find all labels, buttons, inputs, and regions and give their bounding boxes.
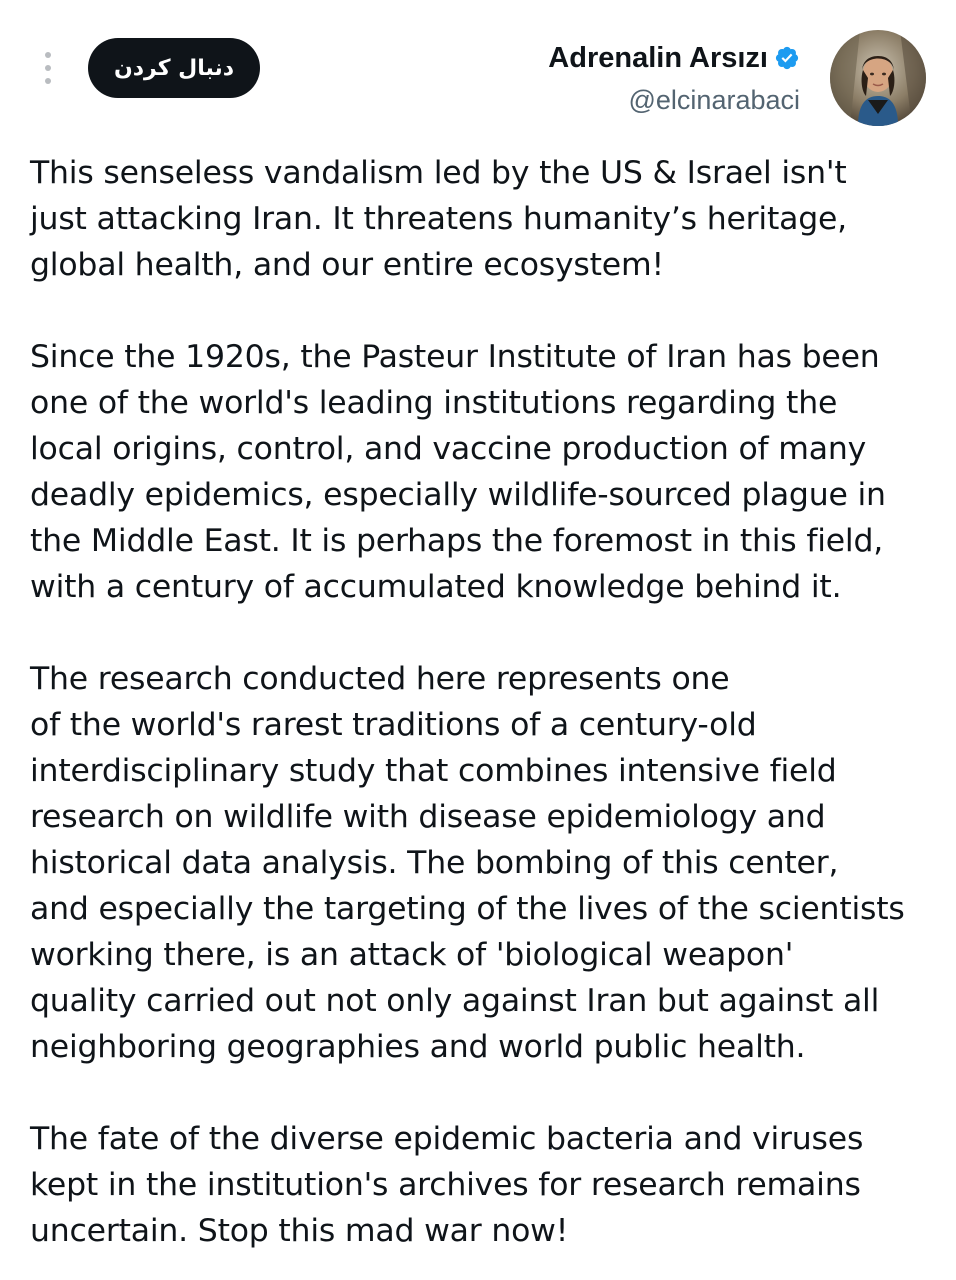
menu-dot (45, 52, 51, 58)
user-handle[interactable]: @elcinarabaci (628, 85, 800, 115)
avatar[interactable] (830, 30, 926, 126)
display-name-row (548, 40, 800, 76)
user-info (548, 40, 800, 118)
menu-dot (45, 78, 51, 84)
tweet-paragraph: Since the 1920s, the Pasteur Institute of Iran has been one of the world's leading institutions regarding the local origins, control, and vaccine production of many deadly epidemics, especially wildlife-sourced plague in the Middle East. It is perhaps the foremost in this field, with a century of accumulated knowledge behind it. (30, 339, 886, 605)
tweet-header (0, 0, 956, 140)
tweet-paragraph: The fate of the diverse epidemic bacteria and viruses kept in the institution's archives for research remains uncertain. Stop this mad war now! (30, 1121, 864, 1249)
more-vertical-icon[interactable] (36, 52, 60, 84)
tweet-text (30, 150, 940, 1254)
tweet-paragraph: The research conducted here represents one of the world's rarest traditions of a century-old interdisciplinary study that combines intensive field research on wildlife with disease epidemiology and historical data analysis. The bombing of this center, and especially the targeting of the lives of the scientists working there, is an attack of 'biological weapon' quality carried out not only against Iran but against all neighboring geographies and world public health. (30, 661, 905, 1065)
verified-badge-icon (774, 45, 800, 71)
menu-dot (45, 65, 51, 71)
avatar-image (830, 30, 926, 126)
tweet-paragraph: This senseless vandalism led by the US & Israel isn't just attacking Iran. It threatens humanity’s heritage, global health, and our entire ecosystem! (30, 155, 847, 283)
display-name[interactable]: Adrenalin Arsızı (548, 42, 768, 74)
follow-button[interactable]: دنبال کردن (88, 38, 260, 98)
